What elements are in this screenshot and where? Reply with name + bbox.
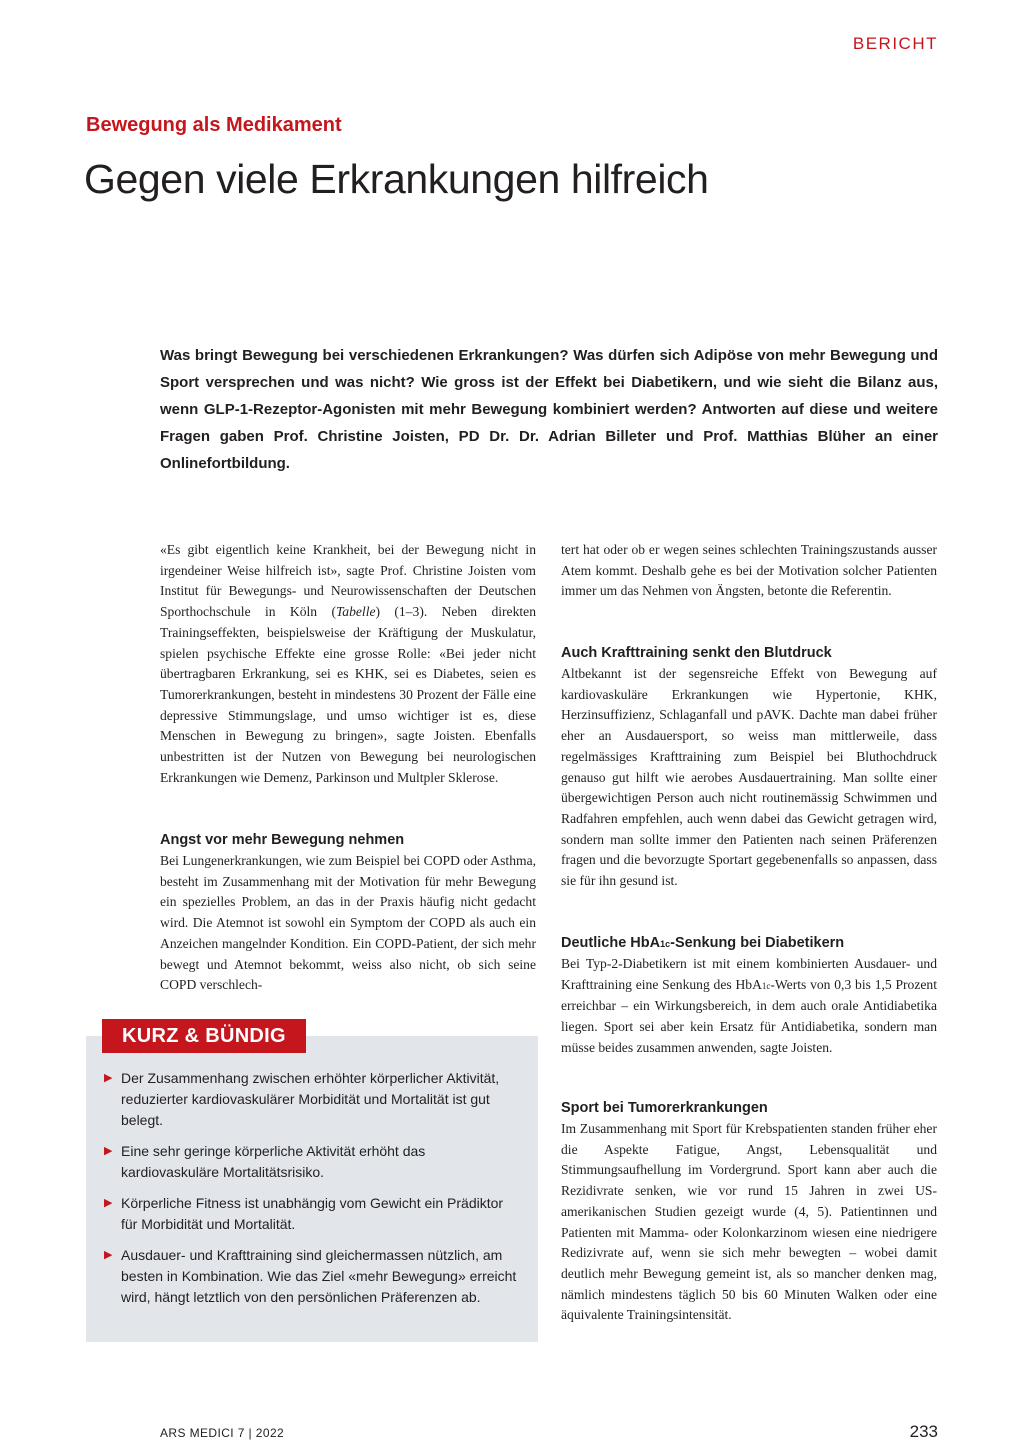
triangle-right-icon: ▶: [104, 1072, 113, 1084]
intro-text-a: «Es gibt eigentlich keine Krankheit, bei der Bewegung nicht in irgendeiner Weise hilfreich ist», sagte Prof. Christine Joisten vom Institut für Bewegungs- und Neurowissenschaften der Deutschen Sporthochschule in Köln (: [160, 542, 536, 620]
section-label: BERICHT: [852, 34, 938, 53]
paragraph-angst: Bei Lungenerkrankungen, wie zum Beispiel bei COPD oder Asthma, besteht im Zusammenhang mit der Motivation für mehr Bewegung ein spezielles Problem, an das in der Praxis häufig nicht gedacht wird. Die Atemnot ist sowohl ein Symptom der COPD als auch ein Anzeichen mangelnder Kondition. Ein COPD-Patient, der sich mehr bewegt und Atemnot bekommt, weiss also nicht, ob sich seine COPD verschlech-: [160, 853, 536, 993]
paragraph-continuation: tert hat oder ob er wegen seines schlechten Trainingszustands ausser Atem kommt. Deshalb gehe es bei der Motivation solcher Patienten immer um das Nehmen von Ängsten, betonte die Referentin.: [561, 542, 937, 599]
paragraph-tumor: Im Zusammenhang mit Sport für Krebspatienten standen früher eher die Aspekte Fatigue, Angst, Lebensqualität und Stimmungsaufhellung im Vordergrund. Sport kann aber auch die Rezidivrate senken, wie vor rund 15 Jahren in zwei US-amerikanischen Studien gezeigt wurde (4, 5). Patientinnen und Patienten mit Mamma- oder Kolonkarzinom wiesen eine niedrigere Redizivrate auf, wenn sie sich mehr bewegten – wobei damit deutlich mehr Bewegung gemeint ist, als so mancher denken mag, nämlich mindestens täglich 50 bis 60 Minuten Walken oder eine äquivalente Trainingsintensität.: [561, 1121, 937, 1323]
article-lead: Was bringt Bewegung bei verschiedenen Erkrankungen? Was dürfen sich Adipöse von mehr Bewegung und Sport versprechen und was nicht? Wie gross ist der Effekt bei Diabetikern, und wie sieht die Bilanz aus, wenn GLP-1-Rezeptor-Agonisten mit mehr Bewegung kombiniert werden? Antworten auf diese und weitere Fragen gaben Prof. Christine Joisten, PD Dr. Dr. Adrian Billeter und Prof. Matthias Blüher an einer Onlinefortbildung.: [160, 347, 938, 472]
heading-hba1c-sub: 1c: [660, 939, 671, 949]
intro-paragraph: [160, 540, 536, 788]
summary-item: [104, 1245, 520, 1308]
paragraph-hba1c-b: -Werts von 0,3 bis 1,5 Prozent erreichbar – ein Wirkungsbereich, in dem auch orale Antidiabetika liegen. Sport sei aber kein Ersatz für Antidiabetika, sondern man müsse beides zusammen anwenden, sagte Joisten.: [561, 976, 937, 1055]
summary-item: [104, 1193, 520, 1235]
heading-hba1c-a: Deutliche HbA: [561, 935, 661, 951]
triangle-right-icon: ▶: [104, 1249, 113, 1261]
triangle-right-icon: ▶: [104, 1145, 113, 1157]
paragraph-krafttraining: Altbekannt ist der segensreiche Effekt von Bewegung auf kardiovaskuläre Erkrankungen wie Hypertonie, KHK, Herzinsuffizienz, Schlaganfall und pAVK. Dachte man dabei früher eher an Ausdauersport, so weiss man mittlerweile, dass regelmässiges Krafttraining zum Beispiel bei Bluthochdruck genauso gut hilft wie aerobes Ausdauertraining. Man sollte einer übergewichtigen Person auch nicht routinemässig Schwimmen und Radfahren empfehlen, auch wenn dabei das Gewicht getragen wird, sondern man sollte immer den Patienten nach seinen Präferenzen fragen und die bevorzugte Sportart gegebenenfalls so anpassen, dass sie für ihn gesund ist.: [561, 666, 937, 889]
summary-item: [104, 1068, 520, 1131]
heading-angst: Angst vor mehr Bewegung nehmen: [160, 832, 405, 848]
paragraph-hba1c-sub: 1c: [761, 980, 771, 991]
page-number: 233: [909, 1422, 938, 1441]
summary-item-text: Ausdauer- und Krafttraining sind gleichermassen nützlich, am besten in Kombination. Wie das Ziel «mehr Bewegung» erreicht wird, hängt letztlich von den persönlichen Präferenzen ab.: [121, 1247, 517, 1305]
article-kicker: Bewegung als Medikament: [86, 114, 342, 136]
paragraph-hba1c: [561, 954, 937, 1059]
paragraph-hba1c-a: Bei Typ-2-Diabetikern ist mit einem kombinierten Ausdauer- und Krafttraining eine Senkung des HbA: [561, 956, 937, 992]
summary-item-text: Eine sehr geringe körperliche Aktivität erhöht das kardiovaskuläre Mortalitätsrisiko.: [121, 1143, 426, 1180]
summary-list: [104, 1068, 520, 1318]
table-reference: Tabelle: [335, 604, 376, 620]
summary-item-text: Der Zusammenhang zwischen erhöhter körperlicher Aktivität, reduzierter kardiovaskulärer Morbidität und Mortalität ist gut belegt.: [121, 1070, 500, 1128]
article-title: Gegen viele Erkrankungen hilfreich: [84, 156, 709, 202]
intro-text-b: ) (1–3). Neben direkten Trainingseffekten, beispielsweise der Kräftigung der Muskulatur, spielen psychische Effekte eine grosse Rolle: «Bei jeder nicht übertragbaren Erkrankung, sei es KHK, sei es Diabetes, seien es Tumorerkrankungen, besteht in mindestens 30 Prozent der Fälle eine depressive Stimmungslage, und umso wichtiger ist es, diese Menschen in Bewegung zu bringen», sagte Joisten. Ebenfalls unbestritten ist der Nutzen von Bewegung bei neurologischen Erkrankungen wie Demenz, Parkinson und Multpler Sklerose.: [160, 604, 536, 785]
triangle-right-icon: ▶: [104, 1197, 113, 1209]
summary-item: [104, 1141, 520, 1183]
summary-box: [86, 1036, 538, 1342]
heading-krafttraining: Auch Krafttraining senkt den Blutdruck: [561, 645, 832, 661]
heading-tumor: Sport bei Tumorerkrankungen: [561, 1100, 768, 1116]
summary-item-text: Körperliche Fitness ist unabhängig vom Gewicht ein Prädiktor für Morbidität und Mortalität.: [121, 1195, 504, 1232]
heading-hba1c: [561, 933, 937, 954]
summary-box-title: KURZ & BÜNDIG: [102, 1019, 306, 1053]
journal-issue: ARS MEDICI 7 | 2022: [160, 1426, 285, 1440]
heading-hba1c-b: -Senkung bei Diabetikern: [670, 935, 845, 951]
